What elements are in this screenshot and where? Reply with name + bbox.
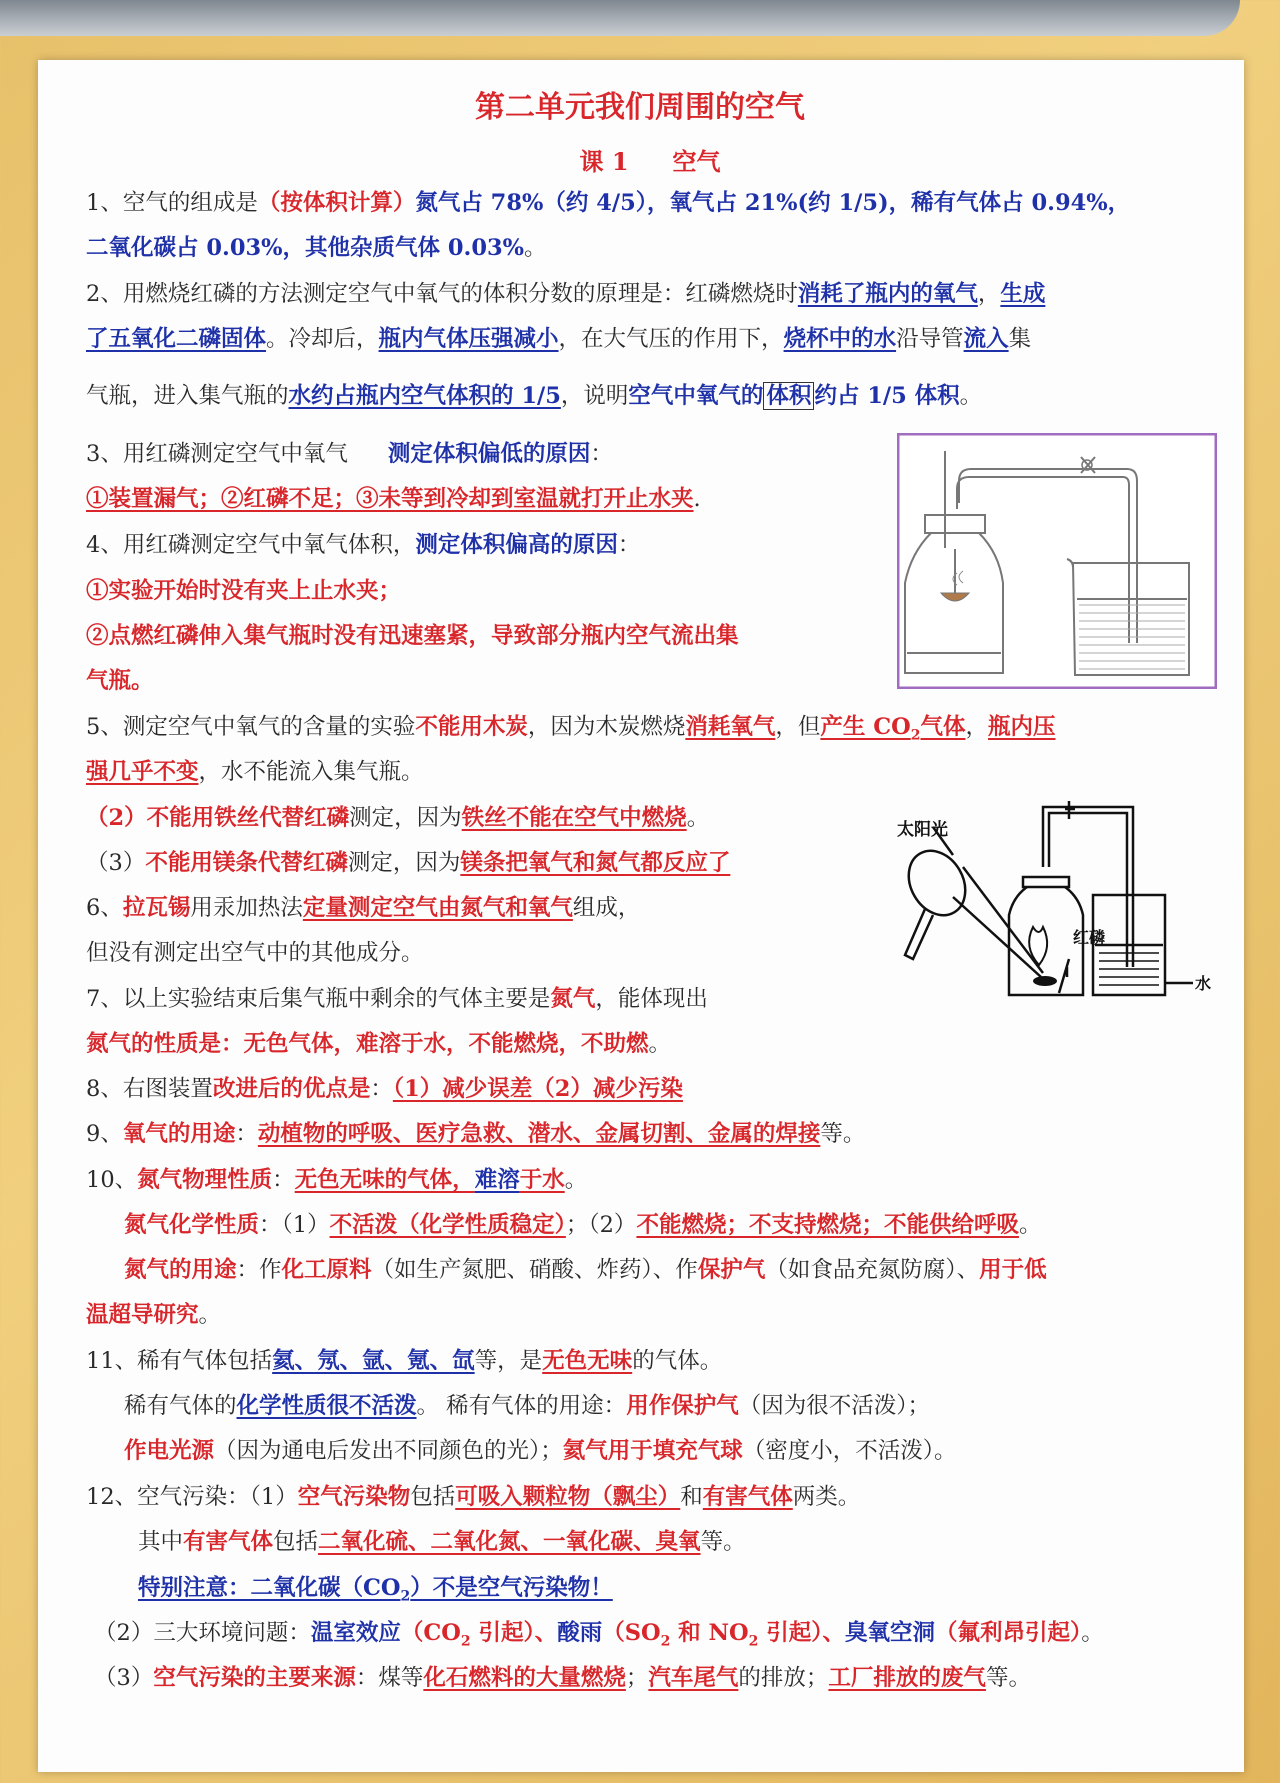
text: 有害气体 [183, 1529, 274, 1555]
text: . [693, 486, 701, 512]
item-12-line-4 [94, 1618, 1104, 1657]
item-5-line-2 [86, 757, 424, 787]
text: 4、用红磷测定空气中氧气体积， [86, 532, 416, 558]
text: 。 [686, 805, 710, 831]
text: 不能用木炭 [415, 714, 528, 740]
text: ，能体现出 [595, 986, 708, 1012]
text: 氦气用于填充气球 [562, 1438, 743, 1464]
text: 。 [648, 1031, 672, 1057]
text: 酸雨 [557, 1620, 603, 1646]
sunlight-ignition-apparatus-figure [893, 787, 1233, 1005]
text: 。 稀有气体的用途： [416, 1393, 627, 1419]
text: 2、用燃烧红磷的方法测定空气中氧气的体积分数的原理是：红磷燃烧时 [86, 281, 798, 307]
text: 但没有测定出空气中的其他成分。 [86, 940, 424, 966]
text: （氟利昂引起） [935, 1620, 1082, 1646]
text: 。冷却后， [266, 326, 379, 352]
text: 消耗氧气 [685, 714, 776, 740]
text: 拉瓦锡 [122, 895, 191, 921]
water-label: 水 [1195, 974, 1212, 993]
text: 改进后的优点是 [212, 1076, 371, 1102]
text: （如食品充氮防腐）、 [765, 1257, 980, 1283]
item-2-line-2 [86, 324, 1031, 354]
text: 等。 [820, 1121, 866, 1147]
text: 工厂排放的废气 [828, 1665, 986, 1691]
item-3-line-1 [86, 439, 613, 469]
text: 氮气占 78%（约 4/5），氧气占 21%(约 1/5)，稀有气体占 0.94%， [415, 190, 1131, 216]
item-1-line-1 [86, 188, 1130, 218]
text: ：（1） [259, 1212, 330, 1238]
text: 作电光源 [124, 1438, 215, 1464]
text: 1、空气的组成是 [86, 190, 258, 216]
text: 其中 [138, 1529, 184, 1555]
text: 氮气物理性质 [137, 1167, 273, 1193]
item-11-line-2 [124, 1391, 930, 1421]
item-10-line-1 [86, 1165, 587, 1195]
text: 测定体积偏高的原因 [415, 532, 618, 558]
text: ： [590, 441, 613, 467]
item-10-line-2 [124, 1210, 1041, 1240]
text: 组成， [572, 895, 641, 921]
item-2-line-1 [86, 279, 1045, 309]
text: 镁条把氧气和氮气都反应了 [460, 850, 731, 876]
text: 化石燃料的大量燃烧 [423, 1665, 626, 1691]
text: 化学性质很不活泼 [236, 1393, 417, 1419]
text: 9、 [86, 1121, 123, 1147]
text: 气瓶，进入集气瓶的 [86, 383, 289, 409]
text: 氦、氖、氩、氪、氙 [272, 1348, 475, 1374]
text: （SO [602, 1620, 661, 1646]
plastic-tray-edge [0, 0, 1240, 36]
subscript: 2 [460, 1633, 471, 1650]
text: ： [617, 532, 641, 558]
text: 强几乎不变 [86, 759, 199, 785]
item-4-line-2 [86, 576, 401, 606]
text: 水约占瓶内空气体积的 1/5 [288, 383, 561, 409]
text: 不能燃烧；不支持燃烧；不能供给呼吸 [636, 1212, 1019, 1238]
text: （因为通电后发出不同颜色的光）； [214, 1438, 563, 1464]
text: （3） [86, 850, 146, 876]
item-10-line-3 [124, 1255, 1047, 1285]
item-12-line-1 [86, 1482, 860, 1512]
text: ， [965, 714, 989, 740]
text: 用作保护气 [626, 1393, 739, 1419]
text: 用汞加热法 [190, 895, 303, 921]
text: （按体积计算） [257, 190, 416, 216]
text: 测定体积偏低的原因 [387, 441, 591, 467]
text: 测定，因为 [347, 850, 461, 876]
text: 3、用红磷测定空气中氧气 [86, 441, 348, 467]
item-5-line-4 [86, 848, 730, 878]
sunlight-label: 太阳光 [897, 820, 948, 840]
text: 可吸入颗粒物（飘尘） [455, 1484, 681, 1510]
subscript: 2 [400, 1588, 411, 1605]
text: 7、以上实验结束后集气瓶中剩余的气体主要是 [86, 986, 551, 1012]
text: ； [625, 1665, 649, 1691]
text: 约占 1/5 体积 [814, 383, 960, 409]
red-phosphorus-apparatus-figure [897, 433, 1217, 689]
text: ：煤等 [355, 1665, 424, 1691]
text: 温超导研究 [86, 1302, 199, 1328]
text: 空气污染的主要来源 [153, 1665, 356, 1691]
item-4-line-1 [86, 530, 640, 560]
text: 了五氧化二磷固体 [86, 326, 267, 352]
lesson-heading [0, 142, 1280, 177]
red-phosphorus-label: 红磷 [1073, 928, 1106, 947]
text: ，但 [775, 714, 821, 740]
text: 包括 [273, 1529, 319, 1555]
text: 定量测定空气由氮气和氧气 [302, 895, 573, 921]
text: （1）减少误差（2）减少污染 [392, 1076, 683, 1102]
text: （密度小，不活泼）。 [742, 1438, 957, 1464]
item-12-special-note [138, 1573, 613, 1612]
text: 12、空气污染：（1） [86, 1484, 298, 1510]
text: （2）不能用铁丝代替红磷 [86, 805, 350, 831]
text: ，水不能流入集气瓶。 [198, 759, 424, 785]
text: 引起）、 [758, 1620, 846, 1646]
item-1-line-2 [86, 233, 547, 263]
item-5-line-3 [86, 803, 709, 833]
text: 包括 [410, 1484, 456, 1510]
text: ；（2） [565, 1212, 637, 1238]
text: 引起）、 [470, 1620, 558, 1646]
text: 和 [680, 1484, 703, 1510]
text: 瓶内气体压强减小 [378, 326, 559, 352]
text: 于水 [519, 1167, 565, 1193]
text: 的排放； [738, 1665, 829, 1691]
text: ： [370, 1076, 393, 1102]
text: 产生 CO [820, 714, 911, 740]
text: 保护气 [697, 1257, 766, 1283]
text: 等。 [985, 1665, 1031, 1691]
text: 。 [564, 1167, 588, 1193]
page-title: 第二单元我们周围的空气 [475, 90, 805, 125]
text: 不能用镁条代替红磷 [145, 850, 348, 876]
item-9-line [86, 1119, 865, 1149]
text: 特别注意：二氧化碳（CO [138, 1575, 401, 1601]
text: （因为很不活泼）； [738, 1393, 930, 1419]
text: 用于低 [979, 1257, 1047, 1283]
text: （如生产氮肥、硝酸、炸药）、作 [371, 1257, 698, 1283]
text: 。 [524, 235, 547, 261]
subscript: 2 [910, 727, 921, 744]
text: 有害气体 [702, 1484, 793, 1510]
text: 6、 [86, 895, 123, 921]
text: 难溶 [474, 1167, 520, 1193]
text: 无色无味的气体， [294, 1167, 475, 1193]
text: （2）三大环境问题： [94, 1620, 311, 1646]
item-11-line-1 [86, 1346, 722, 1376]
text: 氧气的用途 [122, 1121, 236, 1147]
text: ，在大气压的作用下， [558, 326, 784, 352]
text: 流入 [963, 326, 1009, 352]
item-7-line-1 [86, 984, 708, 1014]
text: ： [235, 1121, 258, 1147]
text: 汽车尾气 [648, 1665, 739, 1691]
text: 二氧化硫、二氧化氮、一氧化碳、臭氧 [318, 1529, 701, 1555]
text: 温室效应 [310, 1620, 401, 1646]
text: 两类。 [792, 1484, 861, 1510]
text: 11、稀有气体包括 [86, 1348, 273, 1374]
text: 测定，因为 [349, 805, 462, 831]
item-6-line-2 [86, 938, 424, 968]
text: 臭氧空洞 [845, 1620, 936, 1646]
text: 氮气 [550, 986, 596, 1012]
text: 沿导管 [896, 326, 964, 352]
text: 和 NO [670, 1620, 749, 1646]
text: 气体 [920, 714, 966, 740]
text: 动植物的呼吸、医疗急救、潜水、金属切割、金属的焊接 [257, 1121, 821, 1147]
text: 等，是 [474, 1348, 543, 1374]
text: 二氧化碳占 0.03%，其他杂质气体 0.03% [86, 235, 525, 261]
subscript: 2 [748, 1633, 759, 1650]
text: ： [272, 1167, 295, 1193]
text: 化工原料 [281, 1257, 372, 1283]
text: 烧杯中的水 [783, 326, 897, 352]
text: ，因为木炭燃烧 [527, 714, 686, 740]
text: ， [977, 281, 1001, 307]
item-12-line-2 [138, 1527, 746, 1557]
item-6-line-1 [86, 893, 640, 923]
item-5-line-1 [86, 712, 1056, 751]
text: 空气污染物 [297, 1484, 411, 1510]
text: 铁丝不能在空气中燃烧 [461, 805, 687, 831]
item-2-line-3 [86, 381, 982, 411]
text: 氮气化学性质 [124, 1212, 260, 1238]
lesson-name: 空气 [672, 147, 721, 176]
text: 。 [959, 383, 983, 409]
text: 10、 [86, 1167, 138, 1193]
text: 空气中氧气的 [628, 383, 764, 409]
item-4-line-3 [86, 621, 739, 651]
item-10-line-4 [86, 1300, 221, 1330]
text: （3） [94, 1665, 154, 1691]
text: ②点燃红磷伸入集气瓶时没有迅速塞紧，导致部分瓶内空气流出集 [86, 623, 739, 649]
text: ①实验开始时没有夹上止水夹； [86, 578, 402, 604]
text: 不活泼（化学性质稳定） [329, 1212, 566, 1238]
text: ：作 [236, 1257, 282, 1283]
lesson-number: 课 1 [579, 147, 629, 176]
text: 8、右图装置 [86, 1076, 213, 1102]
text: 集 [1008, 326, 1032, 352]
text: ）不是空气污染物！ [410, 1575, 613, 1601]
text: 5、测定空气中氧气的含量的实验 [86, 714, 416, 740]
text: 瓶内压 [988, 714, 1056, 740]
item-7-line-2 [86, 1029, 671, 1059]
item-8-line [86, 1074, 683, 1104]
subscript: 2 [660, 1633, 671, 1650]
text: 消耗了瓶内的氧气 [797, 281, 978, 307]
item-4-line-4 [86, 666, 154, 696]
text: ①装置漏气；②红磷不足；③未等到冷却到室温就打开止水夹 [86, 486, 694, 512]
text: 气瓶。 [86, 668, 154, 694]
item-3-line-2 [86, 484, 701, 514]
text: 的气体。 [632, 1348, 723, 1374]
text: 氮气的用途 [124, 1257, 237, 1283]
text: 无色无味 [542, 1348, 633, 1374]
text: 等。 [700, 1529, 746, 1555]
text: 稀有气体的 [124, 1393, 237, 1419]
item-12-line-5 [94, 1663, 1031, 1693]
text: 生成 [1000, 281, 1046, 307]
text: 体积 [763, 382, 814, 410]
text: 。 [1081, 1620, 1104, 1646]
text: 。 [198, 1302, 222, 1328]
item-11-line-3 [124, 1436, 957, 1466]
text: 。 [1018, 1212, 1042, 1238]
text: （CO [400, 1620, 461, 1646]
text: ，说明 [560, 383, 629, 409]
text: 氮气的性质是：无色气体，难溶于水，不能燃烧，不助燃 [86, 1031, 649, 1057]
